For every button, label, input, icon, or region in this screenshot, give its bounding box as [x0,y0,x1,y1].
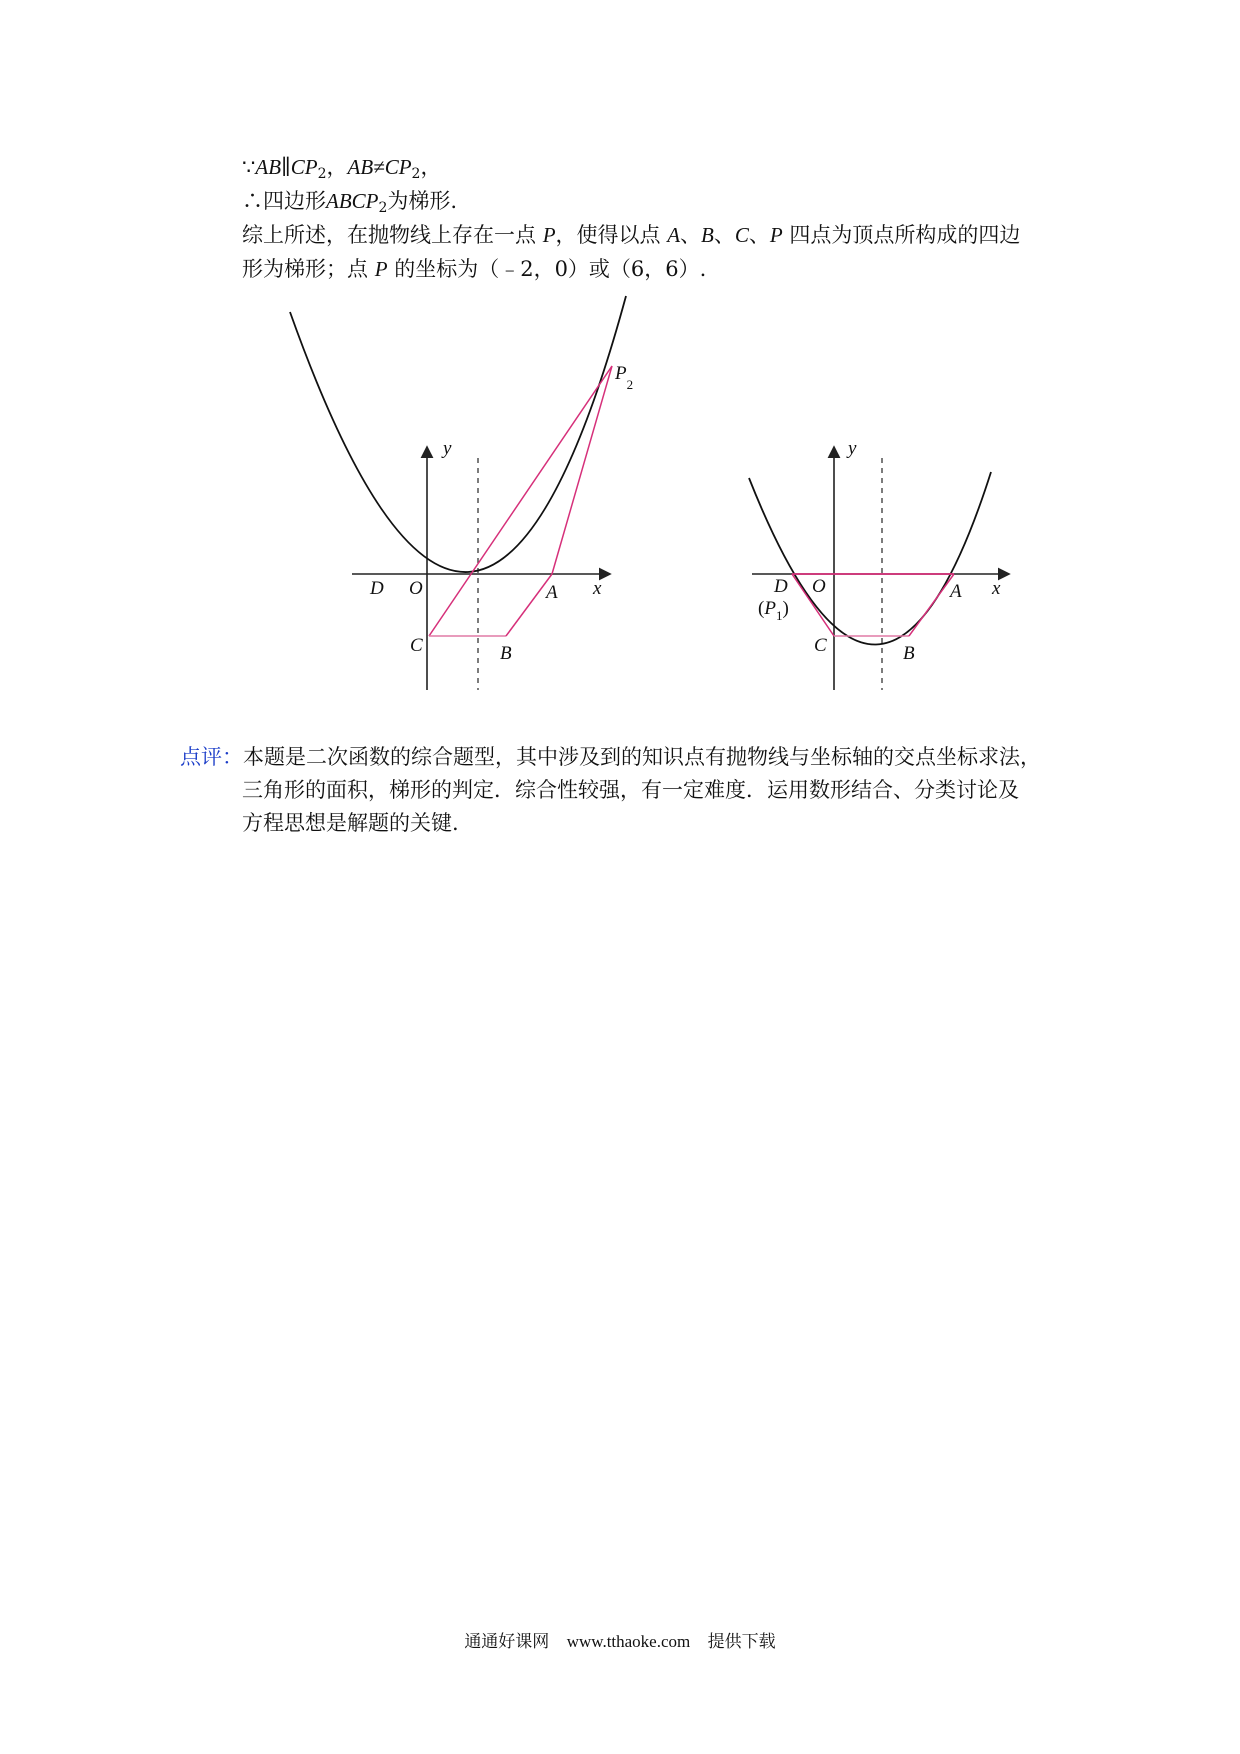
segment-b-a [909,574,954,636]
comment-line-1: 点评：本题是二次函数的综合题型，其中涉及到的知识点有抛物线与坐标轴的交点坐标求法， [180,745,1041,769]
label-p2: $P_2$ [615,363,634,392]
label-a: A [950,581,962,602]
footer-url[interactable]: www.tthaoke.com [566,1632,691,1651]
label-b: B [500,643,512,664]
label-d: D [370,578,384,599]
label-x: x [593,578,602,599]
comment-line-3: 方程思想是解题的关键. [242,811,459,835]
label-o: O [409,578,423,599]
label-c: C [814,635,827,656]
solution-line-3: 综上所述，在抛物线上存在一点 P，使得以点 A、B、C、P 四点为顶点所构成的四边 [242,223,1021,247]
label-p1: $(P_1)$ [758,598,789,623]
label-b: B [903,643,915,664]
right-parabola-figure [0,0,1240,720]
label-a: A [546,582,558,603]
comment-label: 点评： [180,745,243,769]
footer-site-name: 通通好课网 [464,1632,550,1652]
label-y: y [443,438,452,459]
label-c: C [410,635,423,656]
label-y: y [848,438,857,459]
solution-line-2: ∴四边形$ABCP_2$为梯形. [242,189,458,216]
label-d: D [774,576,788,597]
solution-line-4: 形为梯形；点 P 的坐标为（﹣2，0）或（6，6）. [242,257,707,281]
footer-action: 提供下载 [707,1632,776,1652]
label-x: x [992,578,1001,599]
comment-line-2: 三角形的面积，梯形的判定．综合性较强，有一定难度．运用数形结合、分类讨论及 [242,778,1019,802]
label-o: O [812,576,826,597]
page-footer [0,1627,1240,1652]
solution-line-1: $\because AB\parallel CP_2$，$AB\ne CP_2$， [242,155,442,182]
